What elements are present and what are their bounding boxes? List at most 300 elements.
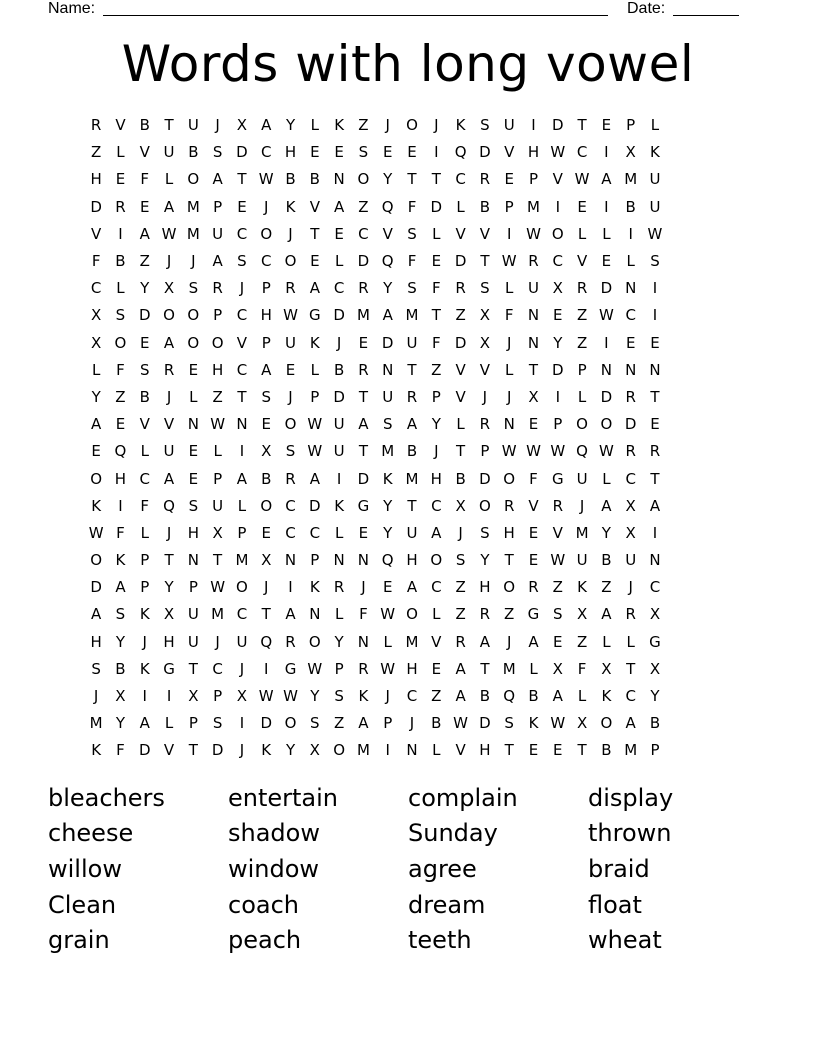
grid-letter: M xyxy=(575,523,589,542)
grid-letter: E xyxy=(310,143,320,162)
grid-letter: D xyxy=(454,333,467,352)
word-list-item: display xyxy=(588,783,674,812)
grid-letter: J xyxy=(166,523,172,542)
grid-letter: B xyxy=(309,170,320,189)
grid-letter: R xyxy=(649,442,661,461)
grid-letter: L xyxy=(577,687,587,706)
grid-letter: B xyxy=(479,197,491,216)
grid-letter: Z xyxy=(576,333,588,352)
grid-letter: O xyxy=(284,714,297,733)
grid-letter: P xyxy=(213,197,223,216)
grid-letter: F xyxy=(504,306,514,325)
grid-letter: W xyxy=(453,714,469,733)
grid-letter: K xyxy=(139,605,150,624)
grid-letter: E xyxy=(528,415,539,434)
grid-letter: X xyxy=(601,659,612,678)
grid-letter: E xyxy=(188,360,199,379)
grid-row xyxy=(84,330,744,357)
grid-letter: N xyxy=(357,632,370,651)
grid-letter: T xyxy=(188,741,198,760)
grid-letter: I xyxy=(166,687,172,706)
grid-letter: D xyxy=(309,496,321,515)
grid-letter: P xyxy=(213,306,223,325)
name-label: Name: xyxy=(48,0,96,17)
grid-letter: V xyxy=(552,523,563,542)
grid-letter: W xyxy=(598,306,614,325)
grid-letter: O xyxy=(308,632,321,651)
grid-letter: X xyxy=(649,659,661,678)
grid-letter: Z xyxy=(455,578,466,597)
grid-letter: O xyxy=(600,415,613,434)
grid-letter: L xyxy=(577,224,587,243)
grid-letter: S xyxy=(553,605,563,624)
grid-letter: F xyxy=(431,333,441,352)
grid-letter: Q xyxy=(381,252,394,271)
grid-letter: L xyxy=(505,279,514,298)
grid-letter: N xyxy=(357,551,370,570)
grid-letter: C xyxy=(212,659,223,678)
grid-letter: I xyxy=(118,224,123,243)
grid-letter: A xyxy=(212,252,223,271)
grid-letter: O xyxy=(187,170,200,189)
grid-letter: D xyxy=(479,714,491,733)
grid-letter: K xyxy=(309,333,320,352)
grid-letter: T xyxy=(480,659,490,678)
grid-letter: J xyxy=(434,442,439,461)
date-label: Date: xyxy=(627,0,666,17)
grid-letter: L xyxy=(456,415,465,434)
grid-row xyxy=(84,166,744,193)
grid-letter: A xyxy=(261,360,272,379)
grid-letter: F xyxy=(407,252,417,271)
grid-letter: T xyxy=(407,170,417,189)
grid-letter: R xyxy=(358,360,369,379)
grid-letter: Q xyxy=(381,551,394,570)
grid-letter: O xyxy=(90,551,103,570)
grid-letter: N xyxy=(333,170,345,189)
grid-letter: I xyxy=(555,387,560,406)
grid-letter: E xyxy=(553,306,563,325)
grid-letter: R xyxy=(212,279,223,298)
grid-letter: H xyxy=(187,523,199,542)
grid-letter: A xyxy=(309,279,320,298)
grid-row xyxy=(84,357,744,384)
grid-letter: H xyxy=(284,143,297,162)
grid-letter: B xyxy=(139,387,150,406)
grid-letter: M xyxy=(405,632,419,651)
grid-letter: E xyxy=(553,632,563,651)
grid-letter: T xyxy=(164,116,174,135)
grid-letter: G xyxy=(284,659,297,678)
grid-letter: E xyxy=(407,143,417,162)
grid-letter: W xyxy=(550,714,566,733)
grid-row xyxy=(84,493,744,520)
grid-letter: X xyxy=(576,714,588,733)
grid-letter: H xyxy=(430,469,442,488)
grid-letter: G xyxy=(357,496,370,515)
grid-letter: X xyxy=(552,659,563,678)
grid-letter: E xyxy=(115,415,126,434)
grid-letter: O xyxy=(236,578,248,597)
grid-letter: X xyxy=(625,496,636,515)
grid-letter: H xyxy=(527,143,540,162)
grid-letter: L xyxy=(334,523,344,542)
grid-letter: T xyxy=(310,224,320,243)
grid-letter: I xyxy=(336,469,342,488)
grid-letter: T xyxy=(431,306,441,325)
grid-letter: S xyxy=(334,687,344,706)
grid-letter: L xyxy=(432,605,441,624)
grid-letter: Z xyxy=(431,687,442,706)
grid-letter: I xyxy=(118,496,123,515)
grid-letter: G xyxy=(551,469,564,488)
grid-letter: Q xyxy=(163,496,175,515)
grid-letter: G xyxy=(163,659,175,678)
grid-row xyxy=(84,547,744,574)
word-list-row xyxy=(48,851,768,887)
grid-letter: T xyxy=(577,116,587,135)
grid-letter: K xyxy=(577,578,587,597)
grid-letter: B xyxy=(406,442,418,461)
grid-letter: K xyxy=(139,659,150,678)
grid-letter: L xyxy=(334,605,344,624)
grid-letter: A xyxy=(455,659,466,678)
name-blank-line xyxy=(103,15,608,16)
grid-letter: R xyxy=(552,496,563,515)
grid-letter: K xyxy=(601,687,612,706)
grid-letter: Z xyxy=(115,387,126,406)
grid-letter: N xyxy=(625,279,637,298)
grid-letter: R xyxy=(479,415,491,434)
grid-row xyxy=(84,520,744,547)
grid-letter: A xyxy=(528,632,539,651)
grid-letter: N xyxy=(187,415,199,434)
grid-letter: Y xyxy=(431,415,441,434)
grid-letter: G xyxy=(649,632,661,651)
grid-letter: M xyxy=(186,197,200,216)
grid-letter: D xyxy=(600,279,613,298)
grid-letter: Y xyxy=(115,714,126,733)
grid-letter: J xyxy=(239,659,245,678)
word-list-item: grain xyxy=(48,926,110,955)
grid-letter: N xyxy=(236,415,248,434)
grid-letter: V xyxy=(139,415,150,434)
grid-letter: F xyxy=(116,523,125,542)
grid-letter: A xyxy=(601,496,612,515)
grid-letter: O xyxy=(503,469,516,488)
grid-letter: F xyxy=(91,252,101,271)
grid-letter: E xyxy=(261,415,271,434)
grid-letter: C xyxy=(431,496,442,515)
grid-letter: D xyxy=(552,360,564,379)
grid-letter: P xyxy=(528,170,539,189)
grid-letter: O xyxy=(187,333,200,352)
grid-letter: H xyxy=(90,170,102,189)
grid-letter: E xyxy=(650,333,660,352)
grid-letter: R xyxy=(358,659,369,678)
grid-letter: C xyxy=(285,496,296,515)
grid-letter: W xyxy=(210,578,226,597)
grid-letter: T xyxy=(261,605,271,624)
grid-letter: C xyxy=(285,523,296,542)
grid-letter: E xyxy=(577,197,587,216)
grid-letter: W xyxy=(647,224,663,243)
grid-letter: I xyxy=(628,224,633,243)
word-list-item: dream xyxy=(408,890,486,919)
word-list-item: cheese xyxy=(48,819,134,848)
grid-letter: U xyxy=(187,605,199,624)
grid-letter: T xyxy=(431,170,441,189)
grid-letter: C xyxy=(90,279,102,298)
grid-letter: A xyxy=(431,523,442,542)
grid-letter: U xyxy=(528,279,539,298)
grid-letter: X xyxy=(163,605,175,624)
grid-letter: K xyxy=(115,551,126,570)
grid-letter: I xyxy=(531,116,536,135)
grid-letter: J xyxy=(361,578,366,597)
grid-letter: P xyxy=(188,578,198,597)
grid-letter: T xyxy=(626,659,636,678)
grid-letter: T xyxy=(528,360,539,379)
grid-letter: E xyxy=(431,252,442,271)
grid-letter: J xyxy=(506,387,512,406)
grid-letter: T xyxy=(650,387,660,406)
grid-letter: J xyxy=(239,741,245,760)
grid-letter: H xyxy=(260,306,272,325)
grid-row xyxy=(84,683,744,710)
grid-letter: M xyxy=(211,605,225,624)
grid-letter: E xyxy=(188,442,199,461)
grid-letter: W xyxy=(501,252,517,271)
grid-letter: C xyxy=(625,469,636,488)
grid-letter: G xyxy=(527,605,540,624)
grid-letter: I xyxy=(555,197,560,216)
grid-letter: V xyxy=(455,741,466,760)
grid-letter: L xyxy=(116,143,125,162)
grid-letter: S xyxy=(212,714,223,733)
word-list-row xyxy=(48,816,768,852)
grid-letter: Y xyxy=(91,387,101,406)
grid-letter: F xyxy=(359,605,368,624)
grid-letter: N xyxy=(333,551,345,570)
grid-letter: P xyxy=(140,551,150,570)
grid-letter: L xyxy=(650,116,660,135)
grid-letter: J xyxy=(215,116,220,135)
grid-letter: X xyxy=(479,333,491,352)
grid-letter: X xyxy=(625,523,636,542)
grid-letter: B xyxy=(139,116,150,135)
grid-letter: Y xyxy=(334,632,344,651)
grid-letter: L xyxy=(140,523,149,542)
grid-letter: W xyxy=(501,442,517,461)
grid-letter: W xyxy=(550,442,566,461)
grid-letter: S xyxy=(480,116,490,135)
grid-letter: T xyxy=(650,469,660,488)
grid-letter: X xyxy=(188,687,199,706)
grid-letter: E xyxy=(310,252,320,271)
grid-letter: P xyxy=(334,659,344,678)
grid-letter: S xyxy=(188,279,199,298)
word-list-row xyxy=(48,887,768,923)
grid-letter: S xyxy=(115,605,126,624)
grid-letter: Z xyxy=(552,578,563,597)
grid-letter: E xyxy=(285,360,296,379)
grid-letter: P xyxy=(140,578,150,597)
grid-letter: J xyxy=(264,578,269,597)
grid-letter: U xyxy=(236,632,248,651)
grid-letter: O xyxy=(90,469,103,488)
grid-letter: Z xyxy=(455,605,466,624)
grid-letter: M xyxy=(356,306,370,325)
grid-letter: W xyxy=(574,170,590,189)
grid-letter: U xyxy=(576,469,588,488)
grid-letter: R xyxy=(90,116,102,135)
grid-letter: H xyxy=(479,578,491,597)
grid-letter: Z xyxy=(455,306,466,325)
grid-letter: W xyxy=(380,605,396,624)
grid-letter: B xyxy=(431,714,442,733)
grid-letter: Q xyxy=(576,442,588,461)
grid-letter: B xyxy=(285,170,296,189)
grid-letter: O xyxy=(576,415,588,434)
grid-letter: J xyxy=(385,116,390,135)
grid-letter: G xyxy=(309,306,321,325)
grid-row xyxy=(84,438,744,465)
grid-letter: L xyxy=(213,442,222,461)
grid-letter: N xyxy=(527,333,540,352)
grid-letter: Z xyxy=(358,116,369,135)
grid-letter: A xyxy=(479,632,491,651)
grid-row xyxy=(84,221,744,248)
grid-letter: L xyxy=(456,197,465,216)
grid-letter: A xyxy=(285,605,296,624)
grid-letter: A xyxy=(601,605,612,624)
grid-letter: T xyxy=(577,741,587,760)
grid-letter: C xyxy=(333,279,345,298)
grid-letter: I xyxy=(264,659,269,678)
grid-letter: U xyxy=(503,116,515,135)
grid-letter: D xyxy=(479,469,491,488)
grid-letter: V xyxy=(479,360,491,379)
grid-letter: M xyxy=(381,442,395,461)
grid-letter: L xyxy=(602,469,611,488)
grid-letter: R xyxy=(455,632,466,651)
grid-letter: B xyxy=(601,551,612,570)
grid-letter: Z xyxy=(358,197,369,216)
grid-letter: Y xyxy=(310,687,320,706)
word-list-item: wheat xyxy=(588,926,662,955)
grid-letter: X xyxy=(649,605,661,624)
grid-letter: J xyxy=(215,632,220,651)
word-list-item: window xyxy=(228,854,320,883)
grid-letter: B xyxy=(601,741,612,760)
grid-letter: W xyxy=(283,687,298,706)
grid-letter: H xyxy=(114,469,127,488)
grid-letter: W xyxy=(307,415,323,434)
grid-letter: J xyxy=(434,116,439,135)
grid-letter: Z xyxy=(333,714,345,733)
grid-letter: T xyxy=(407,360,417,379)
grid-letter: V xyxy=(479,224,491,243)
grid-letter: H xyxy=(90,632,102,651)
grid-letter: R xyxy=(479,605,491,624)
grid-letter: N xyxy=(406,741,418,760)
grid-letter: E xyxy=(334,224,344,243)
grid-letter: W xyxy=(307,442,323,461)
grid-letter: W xyxy=(88,523,104,542)
grid-letter: F xyxy=(407,197,417,216)
grid-letter: T xyxy=(456,442,466,461)
grid-letter: L xyxy=(310,360,319,379)
grid-letter: Y xyxy=(285,116,296,135)
grid-letter: U xyxy=(576,551,588,570)
grid-row xyxy=(84,275,744,302)
grid-row xyxy=(84,601,744,628)
grid-letter: H xyxy=(406,551,418,570)
grid-letter: T xyxy=(504,741,514,760)
grid-letter: U xyxy=(333,442,345,461)
grid-letter: O xyxy=(260,496,273,515)
grid-letter: P xyxy=(650,741,660,760)
grid-letter: B xyxy=(528,687,539,706)
grid-letter: A xyxy=(163,333,175,352)
grid-letter: T xyxy=(237,170,247,189)
grid-letter: V xyxy=(139,143,150,162)
grid-letter: X xyxy=(236,687,248,706)
grid-letter: M xyxy=(186,224,200,243)
grid-letter: P xyxy=(213,687,223,706)
grid-letter: A xyxy=(212,170,223,189)
grid-letter: N xyxy=(625,360,637,379)
grid-letter: O xyxy=(114,333,127,352)
grid-letter: R xyxy=(576,279,588,298)
grid-row xyxy=(84,656,744,683)
grid-letter: F xyxy=(529,469,538,488)
grid-letter: N xyxy=(382,360,394,379)
word-list-item: bleachers xyxy=(48,783,165,812)
grid-letter: A xyxy=(163,469,175,488)
grid-letter: O xyxy=(600,714,613,733)
grid-letter: W xyxy=(598,442,614,461)
grid-letter: J xyxy=(579,496,585,515)
grid-letter: O xyxy=(357,170,370,189)
grid-letter: M xyxy=(624,170,638,189)
grid-letter: D xyxy=(454,252,467,271)
grid-letter: E xyxy=(188,469,199,488)
grid-letter: X xyxy=(261,442,272,461)
grid-letter: D xyxy=(624,415,637,434)
grid-letter: V xyxy=(504,143,515,162)
grid-letter: C xyxy=(406,687,418,706)
grid-letter: J xyxy=(93,687,99,706)
grid-letter: A xyxy=(91,415,102,434)
grid-letter: O xyxy=(187,306,200,325)
grid-letter: U xyxy=(187,116,199,135)
grid-letter: K xyxy=(528,714,539,733)
grid-letter: P xyxy=(504,197,514,216)
word-list-item: teeth xyxy=(408,926,472,955)
grid-letter: H xyxy=(211,360,224,379)
grid-letter: K xyxy=(261,741,272,760)
grid-letter: J xyxy=(191,252,196,271)
grid-letter: J xyxy=(166,387,172,406)
grid-letter: P xyxy=(480,442,490,461)
grid-letter: R xyxy=(285,632,296,651)
grid-letter: E xyxy=(261,523,271,542)
grid-letter: D xyxy=(479,143,491,162)
grid-letter: A xyxy=(163,197,175,216)
grid-letter: R xyxy=(479,170,491,189)
